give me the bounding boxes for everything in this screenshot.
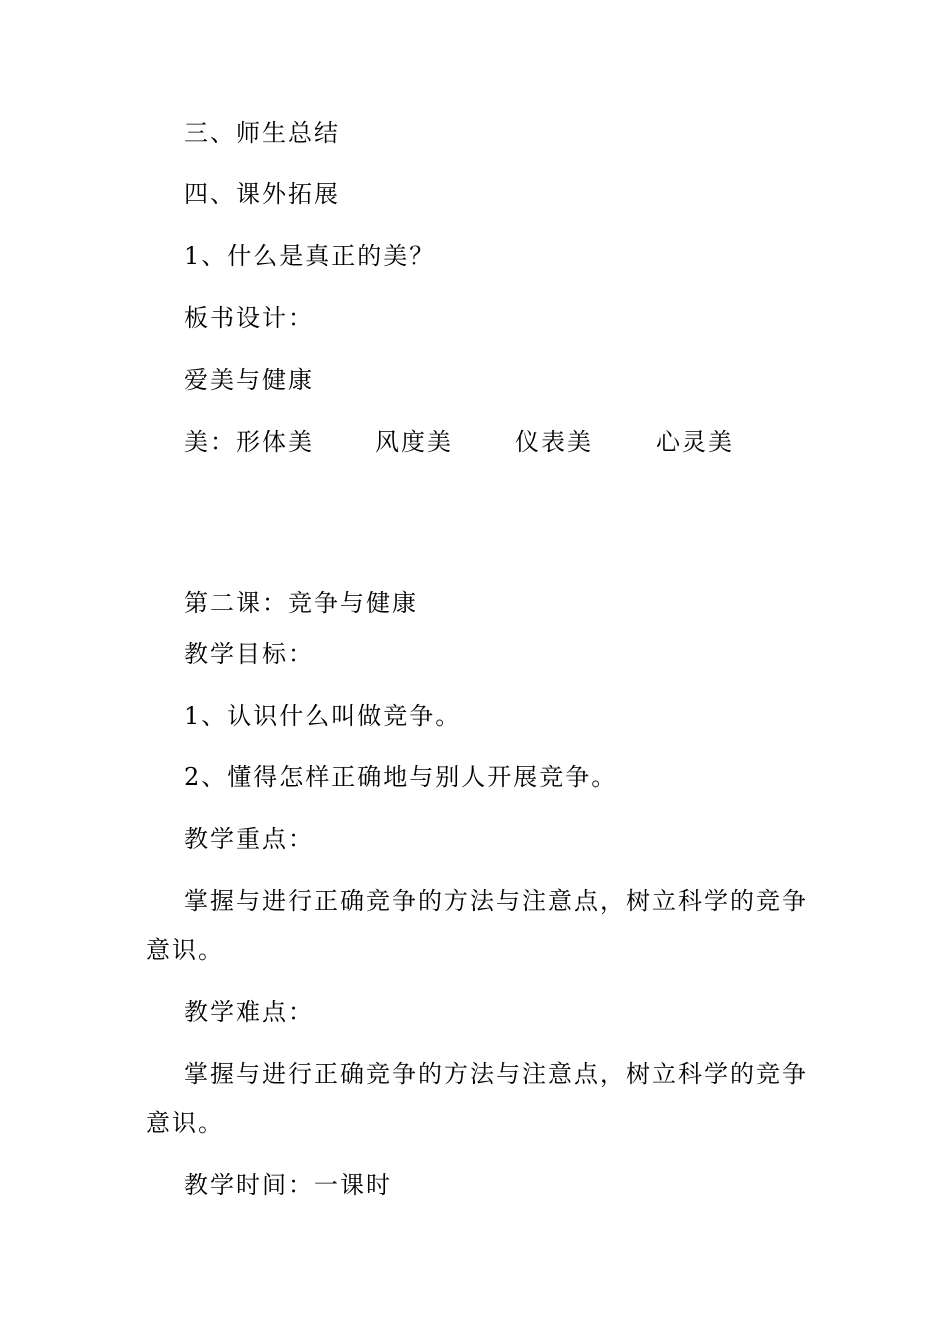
difficulty-label: 教学难点： (184, 998, 314, 1026)
beauty-item-appearance: 仪表美 (515, 428, 593, 456)
teaching-time: 教学时间：一课时 (184, 1171, 392, 1199)
summary-heading: 三、师生总结 (184, 119, 340, 147)
focus-text-line2: 意识。 (146, 936, 224, 964)
focus-label: 教学重点： (184, 825, 314, 853)
difficulty-text-line2: 意识。 (146, 1109, 224, 1137)
extension-heading: 四、课外拓展 (184, 180, 340, 208)
question-1: 1、什么是真正的美？ (184, 242, 436, 270)
goal-2: 2、懂得怎样正确地与别人开展竞争。 (184, 763, 618, 791)
difficulty-text-line1: 掌握与进行正确竞争的方法与注意点，树立科学的竞争 (184, 1060, 808, 1088)
goal-1: 1、认识什么叫做竞争。 (184, 702, 462, 730)
beauty-label: 美：形体美 (184, 428, 314, 456)
board-title: 爱美与健康 (184, 366, 314, 394)
lesson-title: 第二课：竞争与健康 (184, 589, 418, 617)
beauty-item-demeanor: 风度美 (375, 428, 453, 456)
beauty-row (184, 427, 784, 457)
board-design-label: 板书设计： (184, 304, 314, 332)
goals-label: 教学目标： (184, 640, 314, 668)
focus-text-line1: 掌握与进行正确竞争的方法与注意点，树立科学的竞争 (184, 887, 808, 915)
beauty-item-soul: 心灵美 (656, 428, 734, 456)
